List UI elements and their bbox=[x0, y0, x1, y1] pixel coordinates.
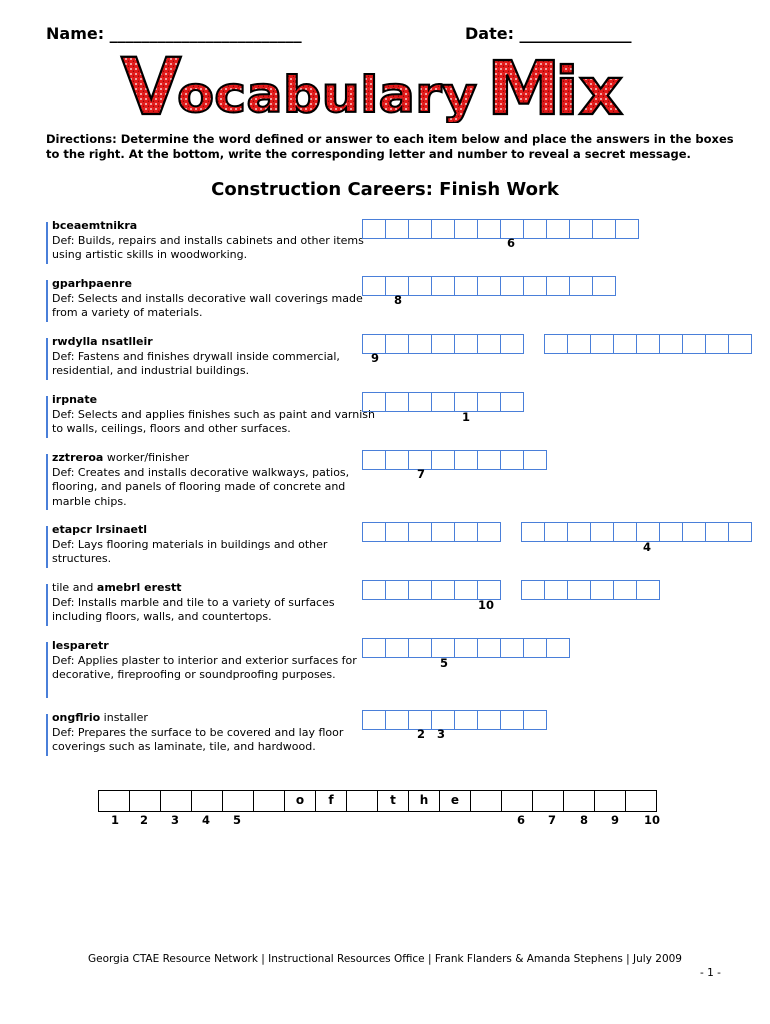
answer-boxes[interactable] bbox=[363, 219, 639, 239]
secret-box[interactable] bbox=[222, 790, 254, 812]
scrambled-word: lesparetr bbox=[52, 639, 109, 652]
secret-number: 6 bbox=[517, 813, 526, 827]
definition: Def: Prepares the surface to be covered and lay floor coverings such as laminate, tile, and hardwood. bbox=[52, 725, 344, 753]
scrambled-word: ongflrio bbox=[52, 711, 101, 724]
answer-boxes-word2[interactable] bbox=[522, 580, 660, 600]
secret-number: 5 bbox=[233, 813, 242, 827]
vocab-item bbox=[46, 335, 376, 379]
definition: Def: Lays flooring materials in buildings and other structures. bbox=[52, 537, 328, 565]
vocab-item bbox=[46, 219, 376, 263]
secret-number: 4 bbox=[202, 813, 211, 827]
secret-number: 9 bbox=[611, 813, 620, 827]
svg-text:ocabulary: ocabulary bbox=[177, 66, 477, 123]
svg-text:ix: ix bbox=[555, 53, 623, 123]
clue-number: 10 bbox=[478, 598, 495, 612]
secret-box[interactable] bbox=[625, 790, 657, 812]
clue-number: 7 bbox=[417, 467, 426, 481]
definition: Def: Creates and installs decorative walkways, patios, flooring, and panels of flooring made of concrete and marble chips. bbox=[52, 465, 350, 508]
secret-box[interactable]: f bbox=[315, 790, 347, 812]
answer-boxes[interactable] bbox=[363, 392, 524, 412]
page-number: - 1 - bbox=[700, 967, 721, 979]
definition: Def: Installs marble and tile to a variety of surfaces including floors, walls, and countertops. bbox=[52, 595, 335, 623]
scrambled-word: zztreroa bbox=[52, 451, 104, 464]
svg-text:V: V bbox=[121, 48, 182, 123]
clue-number: 6 bbox=[507, 236, 516, 250]
vocab-item bbox=[46, 393, 376, 437]
secret-box[interactable] bbox=[594, 790, 626, 812]
secret-box[interactable] bbox=[563, 790, 595, 812]
answer-boxes-word1[interactable] bbox=[363, 522, 501, 542]
directions-text: Directions: Determine the word defined or answer to each item below and place the answers in the boxes to the right. At the bottom, write the corresponding letter and number to reveal a secret message. bbox=[46, 132, 734, 161]
secret-number: 8 bbox=[580, 813, 589, 827]
scrambled-word: gparhpaenre bbox=[52, 277, 132, 290]
secret-box[interactable] bbox=[129, 790, 161, 812]
footer-credits: Georgia CTAE Resource Network | Instructional Resources Office | Frank Flanders & Amanda Stephens | July 2009 bbox=[87, 953, 682, 965]
secret-box[interactable] bbox=[346, 790, 378, 812]
answer-boxes-word1[interactable] bbox=[363, 580, 501, 600]
word-suffix: installer bbox=[100, 711, 148, 724]
definition: Def: Fastens and finishes drywall inside commercial, residential, and industrial buildings. bbox=[52, 349, 340, 377]
secret-box[interactable]: e bbox=[439, 790, 471, 812]
secret-number: 1 bbox=[111, 813, 120, 827]
answer-boxes-word2[interactable] bbox=[545, 334, 752, 354]
answer-boxes[interactable] bbox=[363, 638, 570, 658]
vocab-item bbox=[46, 277, 376, 321]
clue-number: 2 3 bbox=[417, 727, 446, 741]
word-suffix: worker/finisher bbox=[103, 451, 190, 464]
clue-number: 4 bbox=[643, 540, 652, 554]
secret-box[interactable] bbox=[253, 790, 285, 812]
secret-box[interactable] bbox=[191, 790, 223, 812]
worksheet-title: Construction Careers: Finish Work bbox=[211, 179, 559, 200]
secret-box[interactable] bbox=[532, 790, 564, 812]
date-field-label: Date: ______________ bbox=[465, 24, 632, 43]
scrambled-word: irpnate bbox=[52, 393, 98, 406]
definition: Def: Selects and applies finishes such as paint and varnish to walls, ceilings, floors and other surfaces. bbox=[52, 407, 375, 435]
name-field-label: Name: ________________________ bbox=[46, 24, 302, 43]
scrambled-word: bceaemtnikra bbox=[52, 219, 138, 232]
clue-number: 9 bbox=[371, 351, 380, 365]
scrambled-word: etapcr lrsinaetl bbox=[52, 523, 148, 536]
vocab-item bbox=[46, 581, 376, 625]
definition: Def: Selects and installs decorative wall coverings made from a variety of materials. bbox=[52, 291, 363, 319]
scrambled-word: amebrl erestt bbox=[96, 581, 182, 594]
word-prefix: tile and bbox=[52, 581, 97, 594]
answer-boxes[interactable] bbox=[363, 450, 547, 470]
definition: Def: Applies plaster to interior and exterior surfaces for decorative, fireproofing or soundproofing purposes. bbox=[52, 653, 357, 681]
secret-number: 10 bbox=[644, 813, 661, 827]
vocab-item bbox=[46, 711, 376, 755]
answer-boxes[interactable] bbox=[363, 710, 547, 730]
secret-box[interactable] bbox=[470, 790, 502, 812]
secret-box[interactable] bbox=[160, 790, 192, 812]
secret-box[interactable] bbox=[501, 790, 533, 812]
scrambled-word: rwdylla nsatlleir bbox=[52, 335, 153, 348]
secret-box[interactable]: o bbox=[284, 790, 316, 812]
clue-number: 1 bbox=[462, 410, 471, 424]
secret-number: 3 bbox=[171, 813, 180, 827]
vocab-item bbox=[46, 639, 376, 683]
secret-number: 2 bbox=[140, 813, 149, 827]
clue-number: 5 bbox=[440, 656, 449, 670]
vocabulary-mix-logo bbox=[115, 48, 655, 123]
definition: Def: Builds, repairs and installs cabinets and other items using artistic skills in woodworking. bbox=[52, 233, 364, 261]
vocab-item bbox=[46, 451, 376, 509]
clue-number: 8 bbox=[394, 293, 403, 307]
svg-text:M: M bbox=[487, 48, 561, 123]
answer-boxes-word1[interactable] bbox=[363, 334, 524, 354]
vocab-item bbox=[46, 523, 376, 567]
answer-boxes-word2[interactable] bbox=[522, 522, 752, 542]
secret-message-boxes[interactable] bbox=[99, 790, 657, 812]
secret-box[interactable]: h bbox=[408, 790, 440, 812]
secret-box[interactable]: t bbox=[377, 790, 409, 812]
secret-box[interactable] bbox=[98, 790, 130, 812]
secret-number: 7 bbox=[548, 813, 557, 827]
